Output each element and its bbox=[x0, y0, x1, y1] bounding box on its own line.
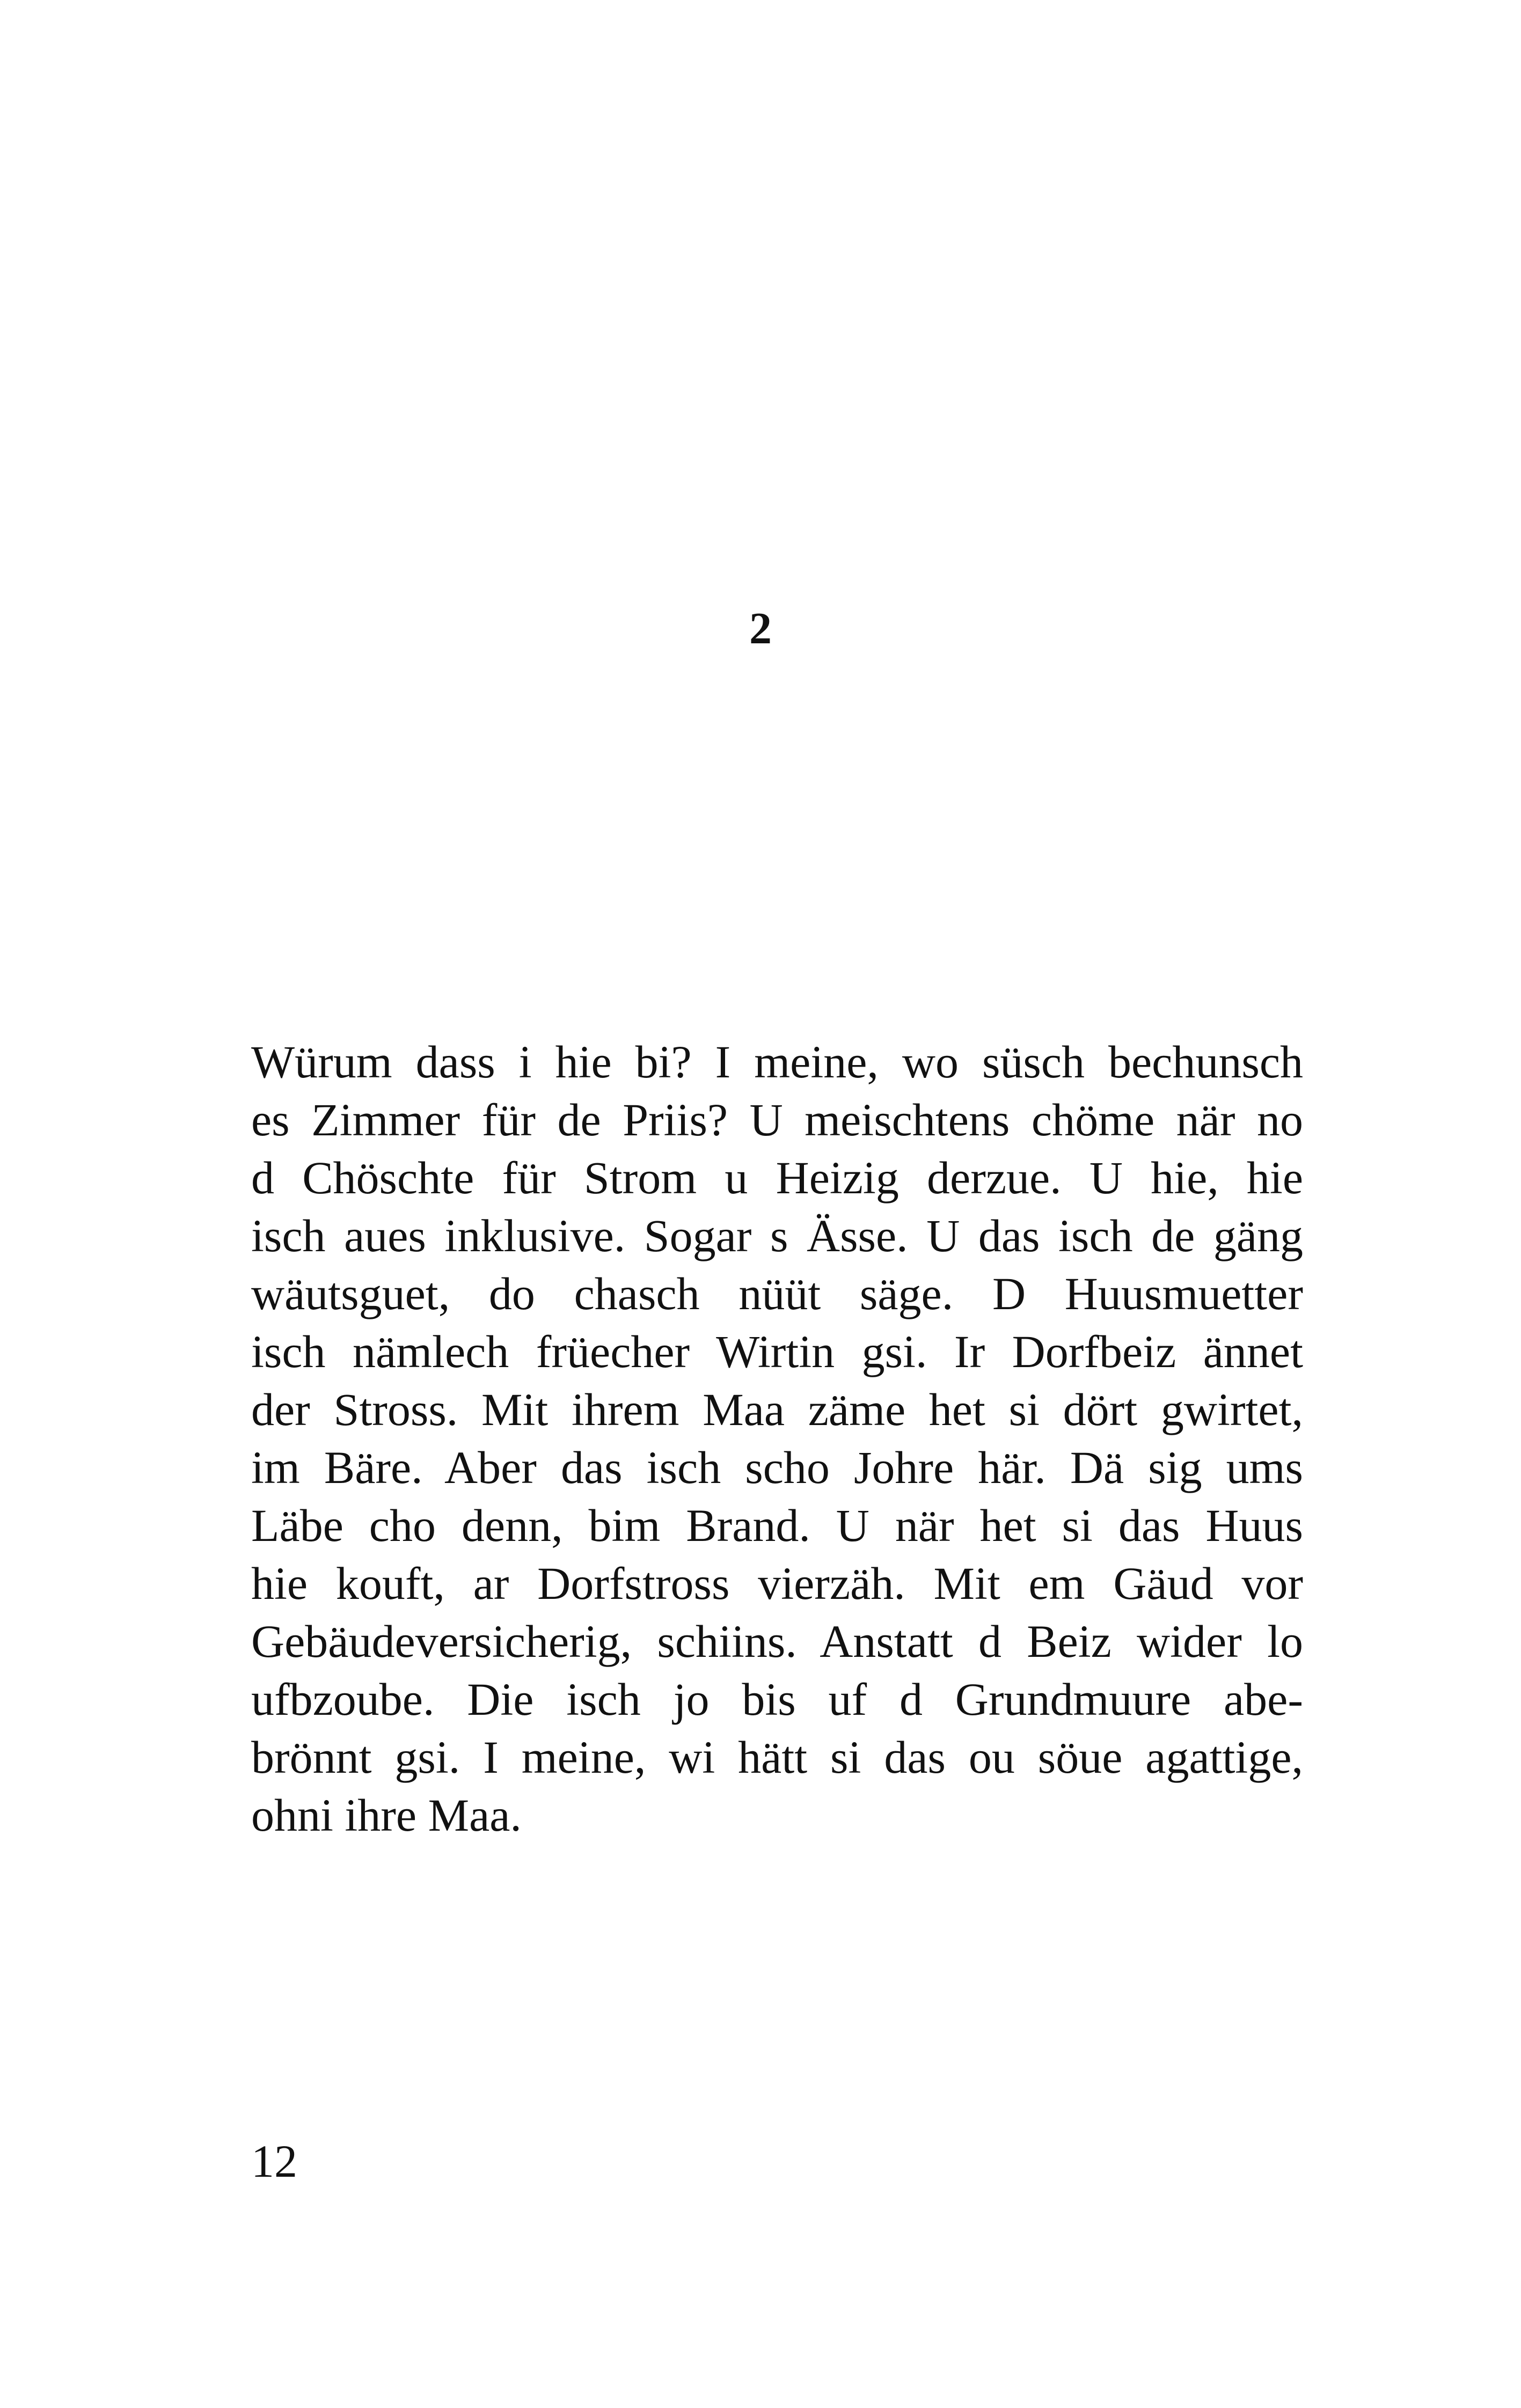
text-line: ufbzoube. Die isch jo bis uf d Grundmuure abe- bbox=[251, 1673, 1303, 1725]
text-line: isch nämlech früecher Wirtin gsi. Ir Dorfbeiz ännet bbox=[251, 1326, 1303, 1377]
text-line: es Zimmer für de Priis? U meischtens chöme när no bbox=[251, 1094, 1303, 1146]
chapter-number: 2 bbox=[749, 604, 772, 654]
text-line: isch aues inklusive. Sogar s Ässe. U das isch de gäng bbox=[251, 1210, 1303, 1261]
text-line: d Chöschte für Strom u Heizig derzue. U hie, hie bbox=[251, 1152, 1303, 1203]
text-line: im Bäre. Aber das isch scho Johre här. Dä sig ums bbox=[251, 1442, 1303, 1493]
body-paragraph bbox=[251, 1033, 1303, 1844]
text-line: wäutsguet, do chasch nüüt säge. D Huusmuetter bbox=[251, 1268, 1303, 1319]
text-line: Läbe cho denn, bim Brand. U när het si das Huus bbox=[251, 1500, 1303, 1551]
text-line: hie kouft, ar Dorfstross vierzäh. Mit em Gäud vor bbox=[251, 1558, 1303, 1609]
text-line: ohni ihre Maa. bbox=[251, 1789, 522, 1841]
text-line: Gebäudeversicherig, schiins. Anstatt d Beiz wider lo bbox=[251, 1616, 1303, 1667]
text-line: der Stross. Mit ihrem Maa zäme het si dört gwirtet, bbox=[251, 1384, 1303, 1435]
text-line: Würum dass i hie bi? I meine, wo süsch bechunsch bbox=[251, 1036, 1303, 1088]
page-number: 12 bbox=[251, 2135, 297, 2187]
text-line: brönnt gsi. I meine, wi hätt si das ou söue agattige, bbox=[251, 1731, 1303, 1783]
